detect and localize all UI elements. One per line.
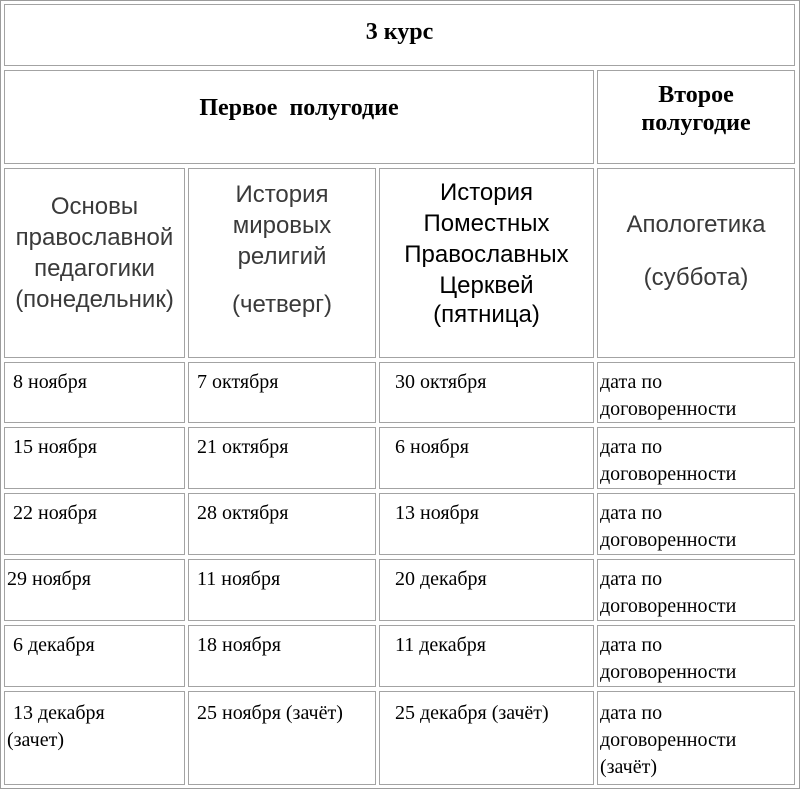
- subject-header-cell: [188, 168, 376, 358]
- cell-date: [600, 566, 736, 620]
- cell-line: договоренности: [600, 595, 737, 617]
- table-cell: [188, 559, 376, 621]
- cell-date: 20 декабря: [395, 568, 487, 590]
- subject-name-line: Церквей: [439, 272, 534, 299]
- cell-line: договоренности: [600, 398, 737, 420]
- cell-date: 25 ноября (зачёт): [197, 702, 343, 724]
- table-cell: [379, 625, 594, 687]
- subject-day: (четверг): [232, 291, 332, 318]
- table-cell: [379, 559, 594, 621]
- cell-line: дата по: [600, 436, 663, 458]
- subject-header: [5, 191, 184, 315]
- cell-line: договоренности: [600, 729, 737, 751]
- cell-line: дата по: [600, 568, 663, 590]
- cell-date: [600, 369, 736, 423]
- cell-date: 11 декабря: [395, 634, 486, 656]
- subject-name-line: Апологетика: [626, 211, 766, 238]
- cell-line: договоренности: [600, 463, 737, 485]
- table-cell: [4, 625, 185, 687]
- table-cell: [597, 559, 795, 621]
- cell-date: 30 октября: [395, 371, 487, 393]
- table-cell: [4, 493, 185, 555]
- table-cell: [4, 691, 185, 785]
- cell-line: дата по: [600, 371, 663, 393]
- subject-day: (суббота): [643, 264, 749, 291]
- subject-header-cell: [597, 168, 795, 358]
- cell-line: договоренности: [600, 529, 737, 551]
- subject-header-cell: [379, 168, 594, 358]
- cell-date: 21 октября: [197, 436, 289, 458]
- cell-date: 18 ноября: [197, 634, 281, 656]
- table-cell: [188, 427, 376, 489]
- subject-name-line: мировых: [232, 212, 332, 239]
- cell-date: 29 ноября: [7, 568, 91, 590]
- cell-date: 7 октября: [197, 371, 279, 393]
- second-semester-label: [598, 81, 794, 137]
- table-cell: [379, 427, 594, 489]
- subject-name-line: Основы: [50, 193, 139, 220]
- cell-line: договоренности: [600, 661, 737, 683]
- table-cell: [597, 625, 795, 687]
- table-cell: [597, 493, 795, 555]
- cell-date: [600, 700, 736, 781]
- subject-name-line: Православных: [404, 241, 569, 268]
- subject-name-line: История: [439, 179, 534, 206]
- table-cell: [4, 362, 185, 423]
- table-cell: [379, 493, 594, 555]
- cell-date: 11 ноября: [197, 568, 281, 590]
- subject-header: [189, 179, 375, 320]
- subject-name-line: Поместных: [423, 210, 550, 237]
- cell-date: [7, 700, 105, 754]
- table-cell: [188, 625, 376, 687]
- cell-date: 25 декабря (зачёт): [395, 702, 549, 724]
- cell-date: [600, 632, 736, 686]
- subject-name-line: педагогики: [34, 255, 155, 282]
- cell-date: 28 октября: [197, 502, 289, 524]
- subject-day: (понедельник): [15, 286, 174, 313]
- cell-line: 13 декабря: [13, 702, 105, 724]
- cell-line: дата по: [600, 502, 663, 524]
- table-cell: [597, 691, 795, 785]
- course-title: 3 курс: [365, 19, 434, 45]
- cell-date: 6 ноября: [395, 436, 469, 458]
- cell-line: (зачёт): [600, 756, 657, 778]
- cell-date: [600, 500, 736, 554]
- cell-date: 22 ноября: [13, 502, 97, 524]
- subject-header: [380, 177, 593, 329]
- cell-date: 8 ноября: [13, 371, 87, 393]
- subject-header: [598, 209, 794, 293]
- table-cell: [597, 362, 795, 423]
- table-cell: [4, 559, 185, 621]
- first-semester-label: Первое полугодие: [199, 95, 399, 121]
- course-title-cell: [4, 4, 795, 66]
- cell-date: 13 ноября: [395, 502, 479, 524]
- cell-line: (зачет): [7, 729, 64, 751]
- subject-header-cell: [4, 168, 185, 358]
- first-semester-cell: [4, 70, 594, 164]
- second-semester-line-1: Второе: [658, 82, 734, 108]
- table-cell: [597, 427, 795, 489]
- table-cell: [188, 493, 376, 555]
- cell-line: дата по: [600, 634, 663, 656]
- cell-date: [600, 434, 736, 488]
- table-cell: [188, 362, 376, 423]
- cell-date: 15 ноября: [13, 436, 97, 458]
- subject-name-line: История: [235, 181, 329, 208]
- cell-date: 6 декабря: [13, 634, 95, 656]
- table-cell: [379, 362, 594, 423]
- table-cell: [188, 691, 376, 785]
- subject-name-line: православной: [15, 224, 174, 251]
- second-semester-line-2: полугодие: [641, 110, 751, 136]
- subject-day: (пятница): [433, 301, 540, 328]
- cell-line: дата по: [600, 702, 663, 724]
- table-cell: [379, 691, 594, 785]
- second-semester-cell: [597, 70, 795, 164]
- subject-name-line: религий: [237, 243, 327, 270]
- table-cell: [4, 427, 185, 489]
